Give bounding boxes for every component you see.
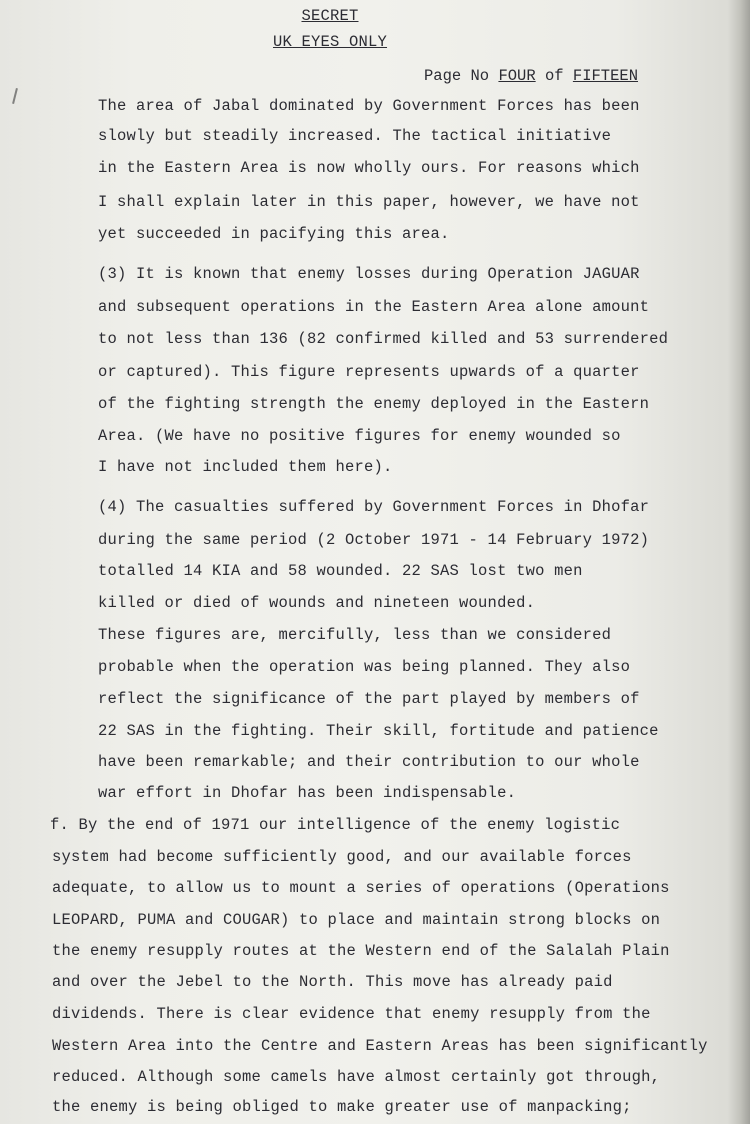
text-line: probable when the operation was being planned. They also [98,658,631,676]
text-line: LEOPARD, PUMA and COUGAR) to place and maintain strong blocks on [52,911,661,929]
text-line: The area of Jabal dominated by Government Forces has been [98,97,640,115]
text-line: of the fighting strength the enemy deployed in the Eastern [98,395,650,413]
text-line: 22 SAS in the fighting. Their skill, fortitude and patience [98,722,659,740]
text-line: These figures are, mercifully, less than we considered [98,626,612,644]
text-line: Western Area into the Centre and Eastern Areas has been significantly [52,1037,708,1055]
text-line: the enemy is being obliged to make greater use of manpacking; [52,1098,632,1116]
page-total: FIFTEEN [572,67,639,85]
text-line: totalled 14 KIA and 58 wounded. 22 SAS lost two men [98,562,583,580]
text-line: I have not included them here). [98,458,393,476]
text-line: reduced. Although some camels have almost certainly got through, [52,1068,661,1086]
text-line: yet succeeded in pacifying this area. [98,225,450,243]
page-label: Page No [424,67,490,85]
text-line: the enemy resupply routes at the Western end of the Salalah Plain [52,942,670,960]
text-line: reflect the significance of the part played by members of [98,690,640,708]
text-line: to not less than 136 (82 confirmed killed and 53 surrendered [98,330,669,348]
text-line: f. By the end of 1971 our intelligence of the enemy logistic [50,816,621,834]
caveat-heading: UK EYES ONLY [272,33,388,51]
text-line: slowly but steadily increased. The tactical initiative [98,127,612,145]
text-line: and subsequent operations in the Eastern Area alone amount [98,298,650,316]
text-line: I shall explain later in this paper, however, we have not [98,193,640,211]
text-line: dividends. There is clear evidence that enemy resupply from the [52,1005,651,1023]
of-label: of [544,67,564,85]
text-line: killed or died of wounds and nineteen wounded. [98,594,536,612]
text-line: Area. (We have no positive figures for enemy wounded so [98,427,621,445]
text-line: system had become sufficiently good, and our available forces [52,848,632,866]
text-line: (4) The casualties suffered by Government Forces in Dhofar [98,498,650,516]
text-line: have been remarkable; and their contribution to our whole [98,753,640,771]
page-number: FOUR [498,67,536,85]
page-number-line [424,66,638,86]
text-line: adequate, to allow us to mount a series of operations (Operations [52,879,670,897]
text-line: in the Eastern Area is now wholly ours. For reasons which [98,159,640,177]
classification-heading: SECRET [301,7,359,25]
text-line: and over the Jebel to the North. This move has already paid [52,973,613,991]
page-edge-shadow [728,0,750,1124]
text-line: during the same period (2 October 1971 - 14 February 1972) [98,531,650,549]
text-line: or captured). This figure represents upwards of a quarter [98,363,640,381]
text-line: war effort in Dhofar has been indispensable. [98,784,517,802]
text-line: (3) It is known that enemy losses during Operation JAGUAR [98,265,640,283]
margin-mark [12,88,18,104]
